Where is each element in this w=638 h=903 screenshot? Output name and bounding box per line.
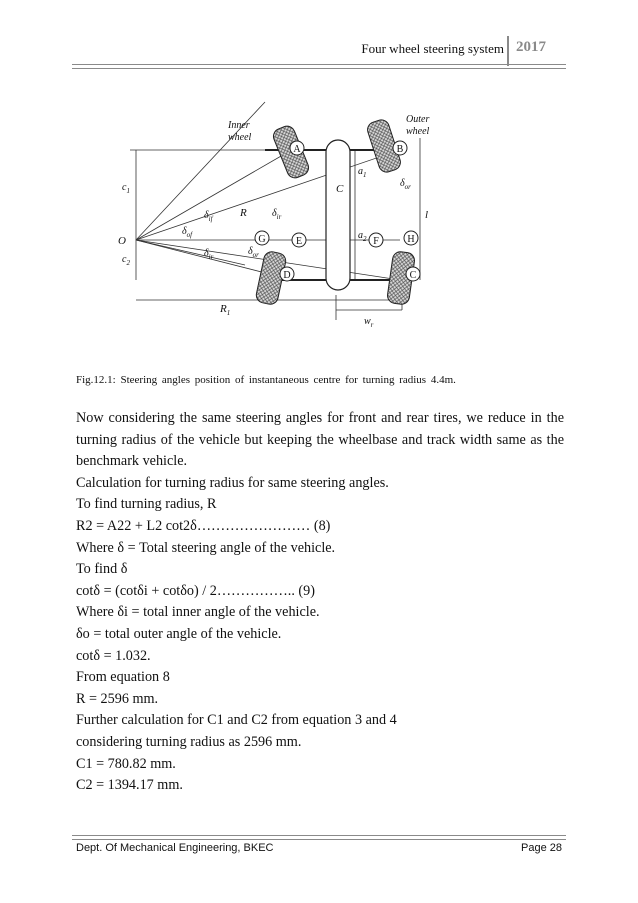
header-rule [72, 64, 566, 69]
footer-department: Dept. Of Mechanical Engineering, BKEC [76, 842, 274, 854]
label-r1: $R_1$ [220, 303, 231, 317]
label-inner: Inner [228, 120, 250, 131]
header-separator [507, 36, 509, 66]
steering-diagram-svg [100, 90, 520, 350]
label-delta-if: $\delta_{if}$ [204, 210, 213, 223]
label-delta-of: $\delta_{of}$ [182, 226, 193, 239]
equation-8: R2 = A22 + L2 cot2δ…………………… (8) [76, 517, 331, 534]
paragraph-intro: Now considering the same steering angles for front and rear tires, we reduce in the turning radius of the vehicle but keeping the wheelbase and track width same as the benchmark vehicle. [76, 410, 564, 470]
footer-rule [72, 835, 566, 840]
label-r: R [240, 207, 247, 219]
label-delta-ir-top: $\delta_{ir}$ [272, 208, 282, 221]
label-f: F [373, 236, 379, 247]
text-line: δo = total outer angle of the vehicle. [76, 625, 282, 642]
running-header-year: 2017 [516, 39, 546, 55]
label-c1: $c_1$ [122, 182, 130, 195]
label-g: G [258, 234, 266, 245]
text-line: Where δ = Total steering angle of the vehicle. [76, 539, 336, 556]
body-text [76, 408, 564, 797]
label-c2: $c_2$ [122, 254, 130, 267]
text-line: To find turning radius, R [76, 496, 217, 513]
text-line: Further calculation for C1 and C2 from equation 3 and 4 [76, 712, 397, 729]
result-c2: C2 = 1394.17 mm. [76, 777, 183, 794]
running-header-title: Four wheel steering system [361, 41, 504, 56]
text-line: Where δi = total inner angle of the vehicle. [76, 604, 320, 621]
text-line: considering turning radius as 2596 mm. [76, 733, 302, 750]
label-delta-or-top: $\delta_{or}$ [400, 178, 411, 191]
equation-9: cotδ = (cotδi + cotδo) / 2…………….. (9) [76, 582, 315, 599]
text-line: From equation 8 [76, 669, 170, 686]
label-wr: $w_r$ [364, 316, 374, 329]
vehicle-body [326, 140, 350, 290]
label-delta-ir-bottom: $\delta_{ir}$ [204, 248, 214, 261]
label-c-point: C [409, 270, 417, 281]
label-outer-wheel: wheel [406, 126, 430, 137]
result-r: R = 2596 mm. [76, 690, 159, 707]
label-o: O [118, 235, 126, 247]
label-e: E [295, 236, 303, 247]
text-line: To find δ [76, 561, 128, 578]
text-line: Calculation for turning radius for same steering angles. [76, 474, 389, 491]
label-outer: Outer [406, 114, 430, 125]
footer-page-number: Page 28 [521, 842, 562, 854]
label-h: H [407, 234, 415, 245]
label-c-centre: C [336, 183, 344, 195]
figure-caption: Fig.12.1: Steering angles position of instantaneous centre for turning radius 4.4m. [76, 374, 456, 386]
label-b: B [396, 144, 404, 155]
result-cot-delta: cotδ = 1.032. [76, 647, 151, 664]
result-c1: C1 = 780.82 mm. [76, 755, 176, 772]
label-l: l [425, 209, 429, 221]
label-a2: $a_2$ [358, 230, 367, 243]
label-a1: $a_1$ [358, 166, 367, 179]
label-d: D [283, 270, 291, 281]
label-inner-wheel: wheel [228, 132, 252, 143]
label-a: A [293, 144, 301, 155]
label-delta-or-bottom: $\delta_{or}$ [248, 246, 259, 259]
steering-diagram [100, 90, 520, 350]
